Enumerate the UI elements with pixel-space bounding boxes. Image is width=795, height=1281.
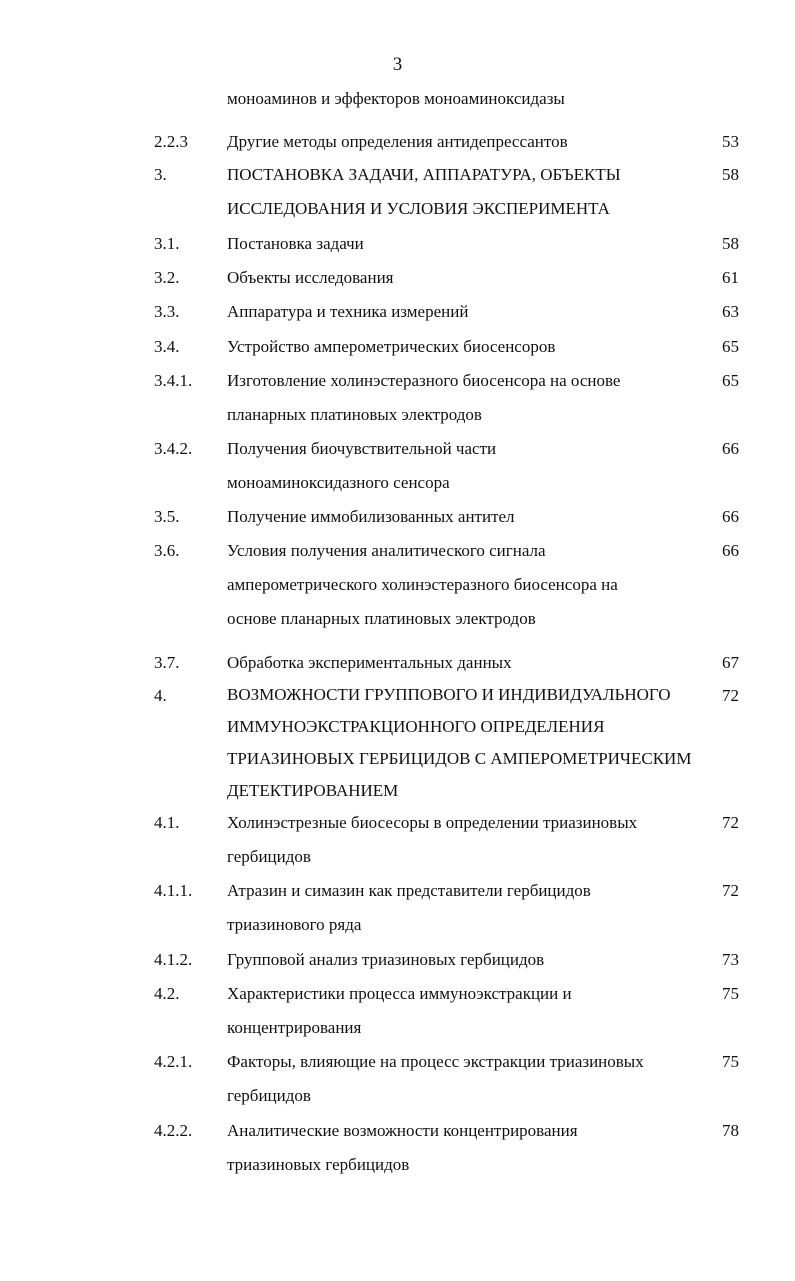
toc-entry-number: 3. [154, 165, 167, 184]
toc-entry-title-line: ДЕТЕКТИРОВАНИЕМ [227, 781, 399, 800]
toc-entry-title [227, 227, 697, 261]
toc-entry-page: 66 [722, 439, 739, 458]
toc-entry-title [227, 295, 697, 329]
toc-entry-title-line: планарных платиновых электродов [227, 405, 482, 424]
toc-entry-title [227, 646, 697, 680]
toc-entry-title [227, 1045, 697, 1113]
toc-entry-title [227, 82, 697, 116]
toc-entry-number: 3.5. [154, 507, 180, 526]
toc-entry-title-line: гербицидов [227, 1086, 311, 1105]
toc-entry-page: 67 [722, 653, 739, 672]
toc-entry-number: 3.7. [154, 653, 180, 672]
toc-entry-page: 65 [722, 371, 739, 390]
toc-entry-title [227, 874, 697, 942]
toc-entry-title-line: концентрирования [227, 1018, 362, 1037]
toc-entry-title-line: Условия получения аналитического сигнала [227, 541, 546, 560]
toc-entry-title [227, 943, 697, 977]
toc-entry-title-line: гербицидов [227, 847, 311, 866]
toc-entry-title-line: Получения биочувствительной части [227, 439, 497, 458]
toc-entry-number: 4.1. [154, 813, 180, 832]
toc-entry-number: 3.4.1. [154, 371, 193, 390]
toc-entry-title-line: Атразин и симазин как представители гербицидов [227, 881, 591, 900]
toc-entry-title-line: Постановка задачи [227, 234, 364, 253]
toc-entry-title-line: Характеристики процесса иммуноэкстракции и [227, 984, 572, 1003]
toc-entry-title [227, 158, 697, 226]
toc-entry-title-line: основе планарных платиновых электродов [227, 609, 536, 628]
toc-entry-number: 3.4. [154, 337, 180, 356]
toc-entry-page: 58 [722, 234, 739, 253]
toc-entry-number: 4.2. [154, 984, 180, 1003]
toc-entry-title [227, 977, 697, 1045]
toc-entry-page: 75 [722, 984, 739, 1003]
toc-entry-title-line: моноаминоксидазного сенсора [227, 473, 450, 492]
toc-entry-title-line: ИММУНОЭКСТРАКЦИОННОГО ОПРЕДЕЛЕНИЯ [227, 717, 605, 736]
toc-entry-title-line: Аппаратура и техника измерений [227, 302, 469, 321]
toc-entry-title-line: моноаминов и эффекторов моноаминоксидазы [227, 89, 565, 108]
toc-entry-title [227, 364, 697, 432]
toc-entry-title-line: Групповой анализ триазиновых гербицидов [227, 950, 545, 969]
toc-entry-title-line: Аналитические возможности концентрирования [227, 1121, 578, 1140]
toc-entry-page: 78 [722, 1121, 739, 1140]
toc-entry-number: 3.2. [154, 268, 180, 287]
toc-entry-title [227, 432, 697, 500]
toc-entry-title [227, 806, 697, 874]
toc-entry-title [227, 330, 697, 364]
toc-entry-title-line: амперометрического холинэстеразного биосенсора на [227, 575, 618, 594]
toc-entry-number: 4.2.1. [154, 1052, 193, 1071]
toc-entry-page: 58 [722, 165, 739, 184]
toc-entry-title-line: Устройство амперометрических биосенсоров [227, 337, 556, 356]
toc-entry-title [227, 534, 697, 636]
toc-entry-title-line: Обработка экспериментальных данных [227, 653, 512, 672]
toc-entry-title-line: ВОЗМОЖНОСТИ ГРУППОВОГО И ИНДИВИДУАЛЬНОГО [227, 685, 671, 704]
toc-entry-title [227, 679, 697, 807]
toc-entry-number: 2.2.3 [154, 132, 188, 151]
toc-entry-page: 75 [722, 1052, 739, 1071]
toc-entry-page: 73 [722, 950, 739, 969]
page-number: 3 [392, 54, 403, 75]
toc-entry-title [227, 500, 697, 534]
toc-entry-number: 4. [154, 686, 167, 705]
toc-entry-title-line: триазиновых гербицидов [227, 1155, 410, 1174]
toc-entry-number: 3.1. [154, 234, 180, 253]
toc-entry-title [227, 1114, 697, 1182]
toc-entry-title-line: Холинэстрезные биосесоры в определении триазиновых [227, 813, 638, 832]
toc-entry-page: 65 [722, 337, 739, 356]
toc-entry-title-line: ТРИАЗИНОВЫХ ГЕРБИЦИДОВ С АМПЕРОМЕТРИЧЕСКИМ [227, 749, 692, 768]
toc-entry-title [227, 125, 697, 159]
toc-entry-number: 4.1.2. [154, 950, 193, 969]
toc-entry-page: 66 [722, 541, 739, 560]
toc-entry-page: 72 [722, 881, 739, 900]
toc-entry-number: 4.1.1. [154, 881, 193, 900]
toc-entry-page: 53 [722, 132, 739, 151]
toc-entry-title-line: Факторы, влияющие на процесс экстракции триазиновых [227, 1052, 644, 1071]
toc-entry-page: 72 [722, 813, 739, 832]
toc-entry-number: 3.3. [154, 302, 180, 321]
toc-entry-number: 3.6. [154, 541, 180, 560]
toc-entry-title [227, 261, 697, 295]
toc-entry-page: 61 [722, 268, 739, 287]
toc-entry-page: 72 [722, 686, 739, 705]
toc-entry-title-line: ИССЛЕДОВАНИЯ И УСЛОВИЯ ЭКСПЕРИМЕНТА [227, 199, 610, 218]
toc-entry-page: 66 [722, 507, 739, 526]
toc-entry-title-line: Объекты исследования [227, 268, 394, 287]
toc-entry-page: 63 [722, 302, 739, 321]
toc-entry-number: 3.4.2. [154, 439, 193, 458]
toc-entry-title-line: триазинового ряда [227, 915, 362, 934]
toc-entry-title-line: Изготовление холинэстеразного биосенсора на основе [227, 371, 621, 390]
toc-entry-title-line: Другие методы определения антидепрессантов [227, 132, 568, 151]
toc-entry-title-line: ПОСТАНОВКА ЗАДАЧИ, АППАРАТУРА, ОБЪЕКТЫ [227, 165, 621, 184]
toc-entry-number: 4.2.2. [154, 1121, 193, 1140]
toc-entry-title-line: Получение иммобилизованных антител [227, 507, 515, 526]
